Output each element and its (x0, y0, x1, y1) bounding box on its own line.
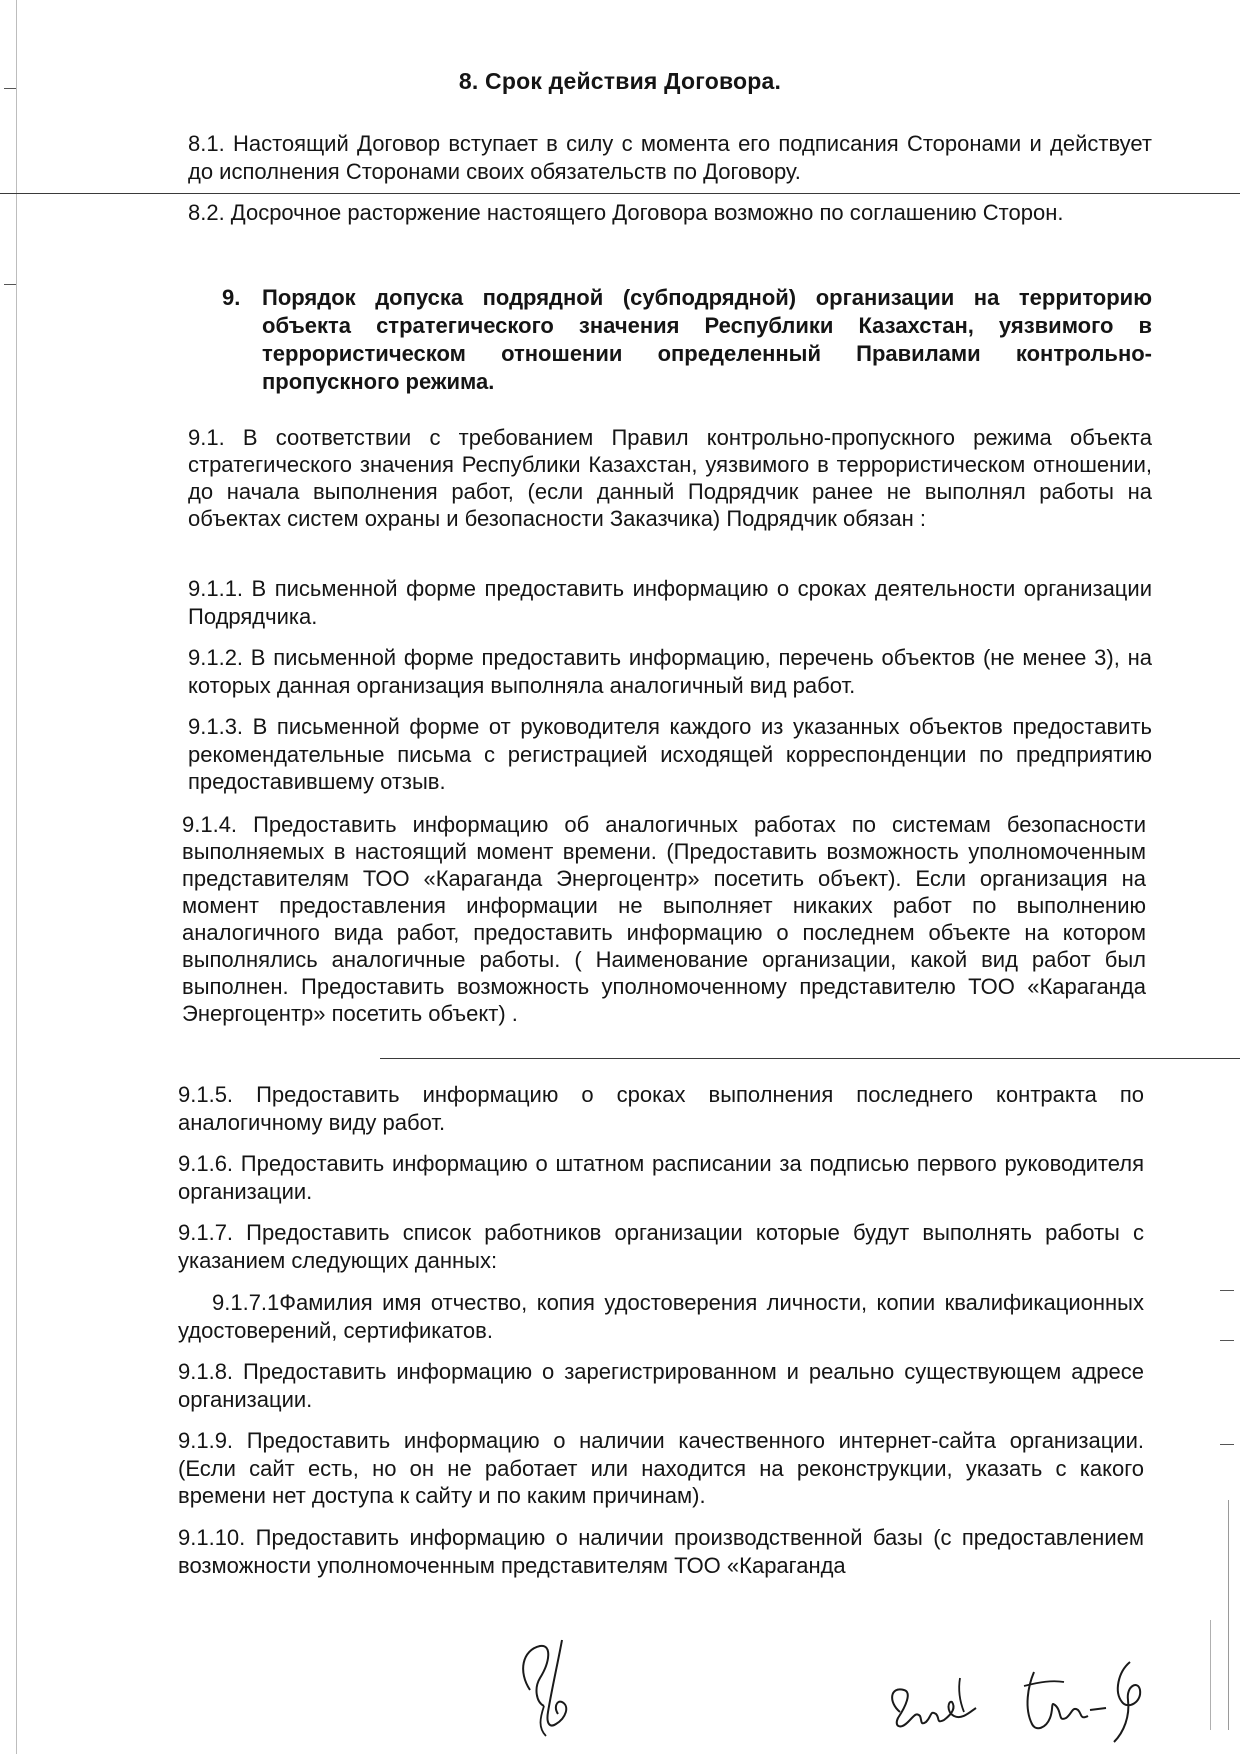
right-tick-3 (1220, 1444, 1234, 1445)
section-9-number: 9. (222, 285, 241, 310)
section-9-heading (222, 284, 1152, 396)
signature-middle (880, 1672, 990, 1742)
paragraph-8-1: 8.1. Настоящий Договор вступает в силу с момента его подписания Сторонами и действует до исполнения Сторонами своих обязательств по Договору. (188, 131, 1152, 184)
left-tick-2 (4, 284, 16, 285)
paragraph-9-1-4: 9.1.4. Предоставить информацию об аналогичных работах по системам безопасности выполняемых в настоящий момент времени. (Предоставить возможность уполномоченным представителям ТОО «Караганда Энергоцентр» посетить объект). Если организация на момент предоставления информации не выполняет никаких работ по выполнению аналогичного вида работ, предоставить информацию о последнем объекте на котором выполнялись аналогичные работы. ( Наименование организации, какой вид работ был выполнен. Предоставить возможность уполномоченному представителю ТОО «Караганда Энергоцентр» посетить объект) . (182, 812, 1146, 1026)
paragraph-9-1-10: 9.1.10. Предоставить информацию о наличии производственной базы (с предоставлением возможности уполномоченным представителям ТОО «Караганда (178, 1525, 1144, 1578)
scan-line-1 (0, 193, 1240, 194)
paragraph-9-1-7-1 (178, 1289, 1144, 1344)
paragraph-9-1-5: 9.1.5. Предоставить информацию о сроках выполнения последнего контракта по аналогичному виду работ. (178, 1082, 1144, 1135)
section-9-title: Порядок допуска подрядной (субподрядной) организации на территорию объекта стратегического значения Республики Казахстан, уязвимого в террористическом отношении определенный Правилами контрольно-пропускного режима. (262, 285, 1152, 394)
paragraph-9-1-2: 9.1.2. В письменной форме предоставить информацию, перечень объектов (не менее 3), на которых данная организация выполняла аналогичный вид работ. (188, 645, 1152, 698)
right-dots (1228, 1500, 1229, 1730)
paragraph-9-1-9: 9.1.9. Предоставить информацию о наличии качественного интернет-сайта организации. (Если сайт есть, но он не работает или находится на реконструкции, указать с какого времени нет доступа к сайту и по каким причинам). (178, 1428, 1144, 1508)
paragraph-9-1: 9.1. В соответствии с требованием Правил контрольно-пропускного режима объекта стратегического значения Республики Казахстан, уязвимого в террористическом отношении, до начала выполнения работ, (если данный Подрядчик ранее не выполнял работы на объектах систем охраны и безопасности Заказчика) Подрядчик обязан : (188, 425, 1152, 531)
signature-left (500, 1632, 600, 1742)
paragraph-8-2: 8.2. Досрочное расторжение настоящего Договора возможно по соглашению Сторон. (188, 200, 1064, 225)
paragraph-9-1-7-1-text: 9.1.7.1Фамилия имя отчество, копия удостоверения личности, копии квалификационных удостоверений, сертификатов. (178, 1290, 1144, 1343)
left-margin-line (16, 0, 17, 1754)
right-tick-2 (1220, 1340, 1234, 1341)
paragraph-9-1-3: 9.1.3. В письменной форме от руководителя каждого из указанных объектов предоставить рекомендательные письма с регистрацией исходящей корреспонденции по предприятию предоставившему отзыв. (188, 714, 1152, 794)
paragraph-9-1-6: 9.1.6. Предоставить информацию о штатном расписании за подписью первого руководителя организации. (178, 1151, 1144, 1204)
right-tick-1 (1220, 1290, 1234, 1291)
scan-line-2 (380, 1058, 1240, 1059)
signature-right (1010, 1652, 1160, 1747)
paragraph-9-1-8: 9.1.8. Предоставить информацию о зарегистрированном и реально существующем адресе организации. (178, 1359, 1144, 1412)
paragraph-9-1-7: 9.1.7. Предоставить список работников организации которые будут выполнять работы с указанием следующих данных: (178, 1220, 1144, 1273)
right-dots-2 (1210, 1620, 1211, 1730)
paragraph-9-1-1: 9.1.1. В письменной форме предоставить информацию о сроках деятельности организации Подрядчика. (188, 576, 1152, 629)
section-8-heading: 8. Срок действия Договора. (458, 68, 782, 94)
